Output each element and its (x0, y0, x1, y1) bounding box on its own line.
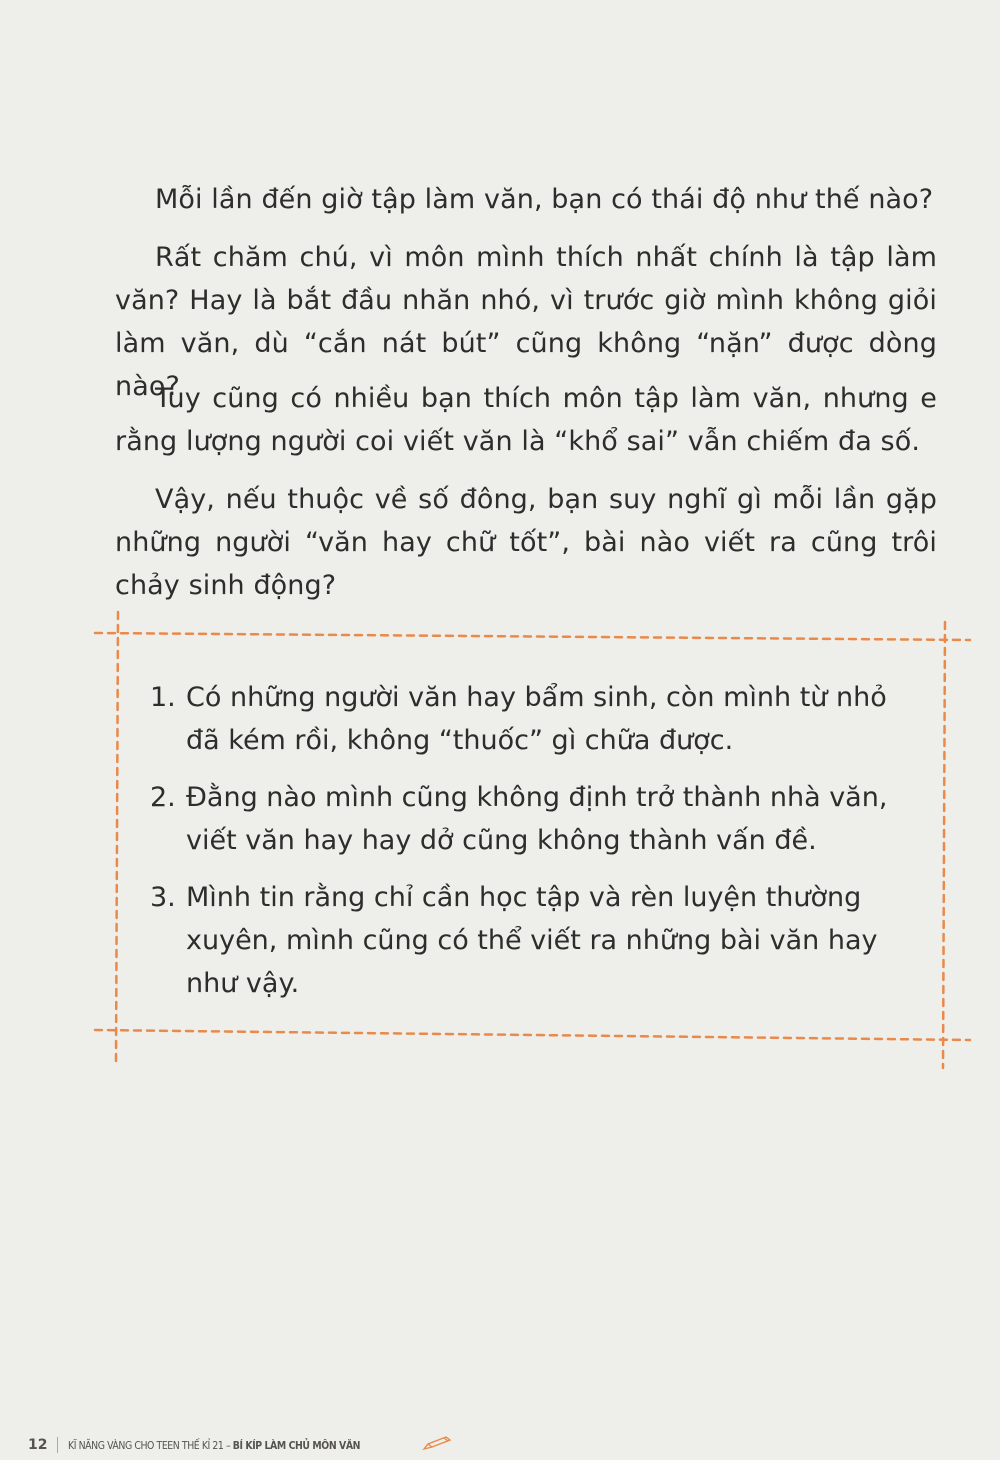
footer-series-title (68, 1439, 360, 1452)
pencil-icon (422, 1435, 452, 1455)
option-item-3 (150, 876, 900, 1005)
answer-options (150, 676, 900, 1019)
option-item-1 (150, 676, 900, 762)
paragraph-question: Rất chăm chú, vì môn mình thích nhất chính là tập làm văn? Hay là bắt đầu nhăn nhó, vì trước giờ mình không giỏi làm văn, dù “cắn nát bút” cũng không “nặn” được dòng nào? (115, 242, 937, 402)
option-text: Đằng nào mình cũng không định trở thành nhà văn, viết văn hay hay dở cũng không thành vấn đề. (186, 782, 888, 856)
option-number: 2. (150, 782, 176, 813)
option-text: Có những người văn hay bẩm sinh, còn mình từ nhỏ đã kém rồi, không “thuốc” gì chữa được. (186, 682, 887, 756)
page-number: 12 (28, 1437, 48, 1453)
book-title: BÍ KÍP LÀM CHỦ MÔN VĂN (233, 1438, 361, 1452)
paragraph-prompt: Vậy, nếu thuộc về số đông, bạn suy nghĩ gì mỗi lần gặp những người “văn hay chữ tốt”, bài nào viết ra cũng trôi chảy sinh động? (115, 484, 937, 601)
paragraph-intro: Mỗi lần đến giờ tập làm văn, bạn có thái độ như thế nào? (155, 184, 934, 215)
option-number: 3. (150, 882, 176, 913)
paragraph-majority: Tuy cũng có nhiều bạn thích môn tập làm văn, nhưng e rằng lượng người coi viết văn là “khổ sai” vẫn chiếm đa số. (115, 383, 937, 457)
footer-divider (57, 1437, 58, 1453)
series-title: KĨ NĂNG VÀNG CHO TEEN THẾ KỈ 21 – (68, 1438, 231, 1452)
option-number: 1. (150, 682, 176, 713)
page-footer (28, 1432, 452, 1458)
option-item-2 (150, 776, 900, 862)
option-text: Mình tin rằng chỉ cần học tập và rèn luyện thường xuyên, mình cũng có thể viết ra những bài văn hay như vậy. (186, 882, 878, 999)
